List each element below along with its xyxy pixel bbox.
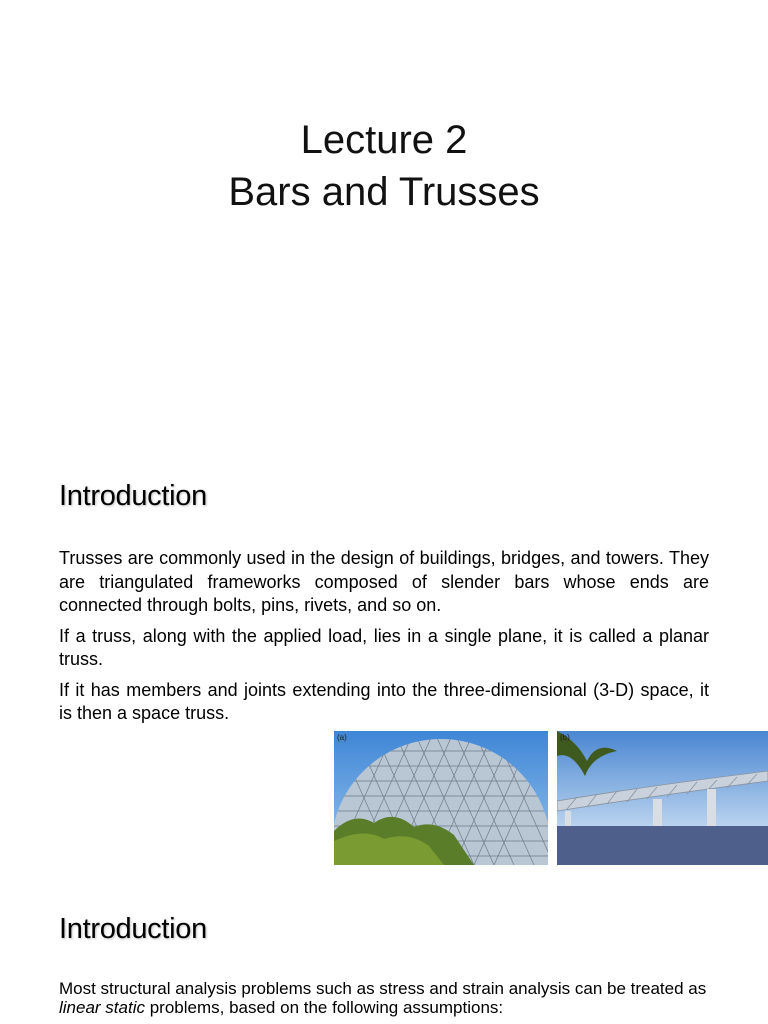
lecture-title: [0, 114, 768, 218]
slide-heading: Introduction: [59, 913, 207, 945]
figure-label-a: (a): [337, 733, 347, 742]
truss-bridge-photo: [557, 731, 768, 865]
slide-heading: Introduction: [59, 480, 207, 512]
figure-label-b: (b): [560, 733, 570, 742]
assumptions-intro-text-end: problems, based on the following assumptions:: [144, 998, 504, 1017]
slide-body: [59, 979, 709, 1017]
assumptions-intro-text: Most structural analysis problems such as stress and strain analysis can be treated as: [59, 979, 707, 998]
paragraph-planar-truss: If a truss, along with the applied load, lies in a single plane, it is called a planar truss.: [59, 625, 709, 669]
lecture-topic: Bars and Trusses: [228, 170, 540, 214]
paragraph-space-truss: If it has members and joints extending into the three-dimensional (3-D) space, it is then a space truss.: [59, 679, 709, 723]
introduction-slide: [0, 440, 768, 880]
title-slide: [0, 0, 768, 440]
lecture-number: Lecture 2: [300, 118, 468, 162]
slide-body: [59, 547, 709, 733]
linear-static-emphasis: linear static: [59, 998, 145, 1017]
assumptions-slide: [0, 880, 768, 1024]
geodesic-dome-photo: [334, 731, 548, 865]
paragraph-truss-definition: Trusses are commonly used in the design of buildings, bridges, and towers. They are triangulated frameworks composed of slender bars whose ends are connected through bolts, pins, rivets, and so on.: [59, 548, 709, 615]
